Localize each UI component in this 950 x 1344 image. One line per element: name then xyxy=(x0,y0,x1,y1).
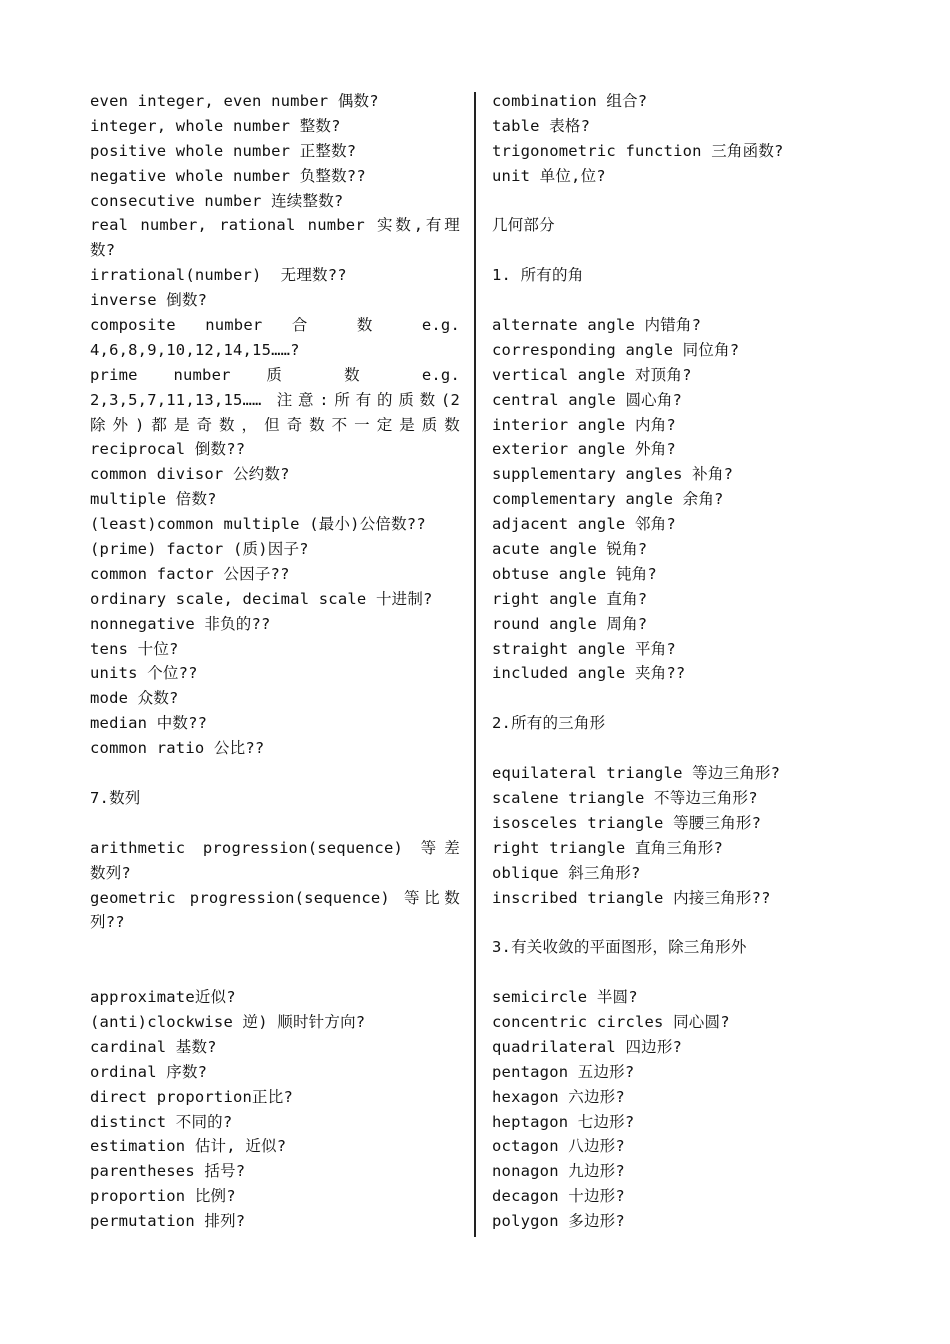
text-line: quadrilateral 四边形? xyxy=(492,1037,683,1056)
text-line: corresponding angle 同位角? xyxy=(492,340,740,359)
text-line: 3.有关收敛的平面图形，除三角形外 xyxy=(492,938,747,957)
text-line: decagon 十边形? xyxy=(492,1187,625,1206)
text-line: vertical angle 对顶角? xyxy=(492,365,692,384)
text-line: right triangle 直角三角形? xyxy=(492,838,724,857)
text-line: real number, rational number 实数,有理 xyxy=(90,216,460,235)
text-line: exterior angle 外角? xyxy=(492,440,676,459)
blank-line xyxy=(492,686,822,711)
text-line: combination 组合? xyxy=(492,92,648,110)
text-line: obtuse angle 钝角? xyxy=(492,564,657,583)
text-line: even integer, even number 偶数? xyxy=(90,92,379,110)
text-line: supplementary angles 补角? xyxy=(492,465,734,484)
left-column xyxy=(90,89,460,1234)
text-line: integer, whole number 整数? xyxy=(90,116,341,135)
text-line: 1. 所有的角 xyxy=(492,266,584,285)
text-line: polygon 多边形? xyxy=(492,1212,625,1231)
text-line: (least)common multiple (最小)公倍数?? xyxy=(90,515,426,534)
text-line: arithmetic progression(sequence) 等差 xyxy=(90,838,460,857)
text-line: 除外)都是奇数，但奇数不一定是质数 xyxy=(90,415,460,434)
text-line: oblique 斜三角形? xyxy=(492,863,641,882)
text-line: hexagon 六边形? xyxy=(492,1087,625,1106)
blank-line xyxy=(90,960,460,985)
blank-line xyxy=(492,960,822,985)
text-line: ordinary scale, decimal scale 十进制? xyxy=(90,589,433,608)
text-line: 数? xyxy=(90,241,116,260)
text-line: semicircle 半圆? xyxy=(492,988,638,1007)
text-line: consecutive number 连续整数? xyxy=(90,191,344,210)
text-line: 2,3,5,7,11,13,15…… 注意:所有的质数(2 xyxy=(90,390,460,409)
text-line: distinct 不同的? xyxy=(90,1112,233,1131)
text-line: reciprocal 倒数?? xyxy=(90,440,246,459)
text-line: table 表格? xyxy=(492,116,591,135)
text-line: geometric progression(sequence) 等比数 xyxy=(90,888,460,907)
text-line: central angle 圆心角? xyxy=(492,390,683,409)
text-line: included angle 夹角?? xyxy=(492,664,686,683)
text-line: estimation 估计, 近似? xyxy=(90,1137,287,1156)
text-line: median 中数?? xyxy=(90,714,208,733)
text-line: parentheses 括号? xyxy=(90,1162,246,1181)
text-line: common ratio 公比?? xyxy=(90,739,265,758)
text-line: mode 众数? xyxy=(90,689,179,708)
text-line: tens 十位? xyxy=(90,639,179,658)
text-line: proportion 比例? xyxy=(90,1187,236,1206)
text-line: positive whole number 正整数? xyxy=(90,141,357,160)
text-line: direct proportion正比? xyxy=(90,1087,293,1106)
text-line: octagon 八边形? xyxy=(492,1137,625,1156)
text-line: units 个位?? xyxy=(90,664,198,683)
text-line: negative whole number 负整数?? xyxy=(90,166,366,185)
text-line: prime number 质 数 e.g. xyxy=(90,365,460,384)
text-line: nonnegative 非负的?? xyxy=(90,614,271,633)
text-line: common factor 公因子?? xyxy=(90,564,290,583)
text-line: heptagon 七边形? xyxy=(492,1112,635,1131)
text-line: (prime) factor (质)因子? xyxy=(90,540,309,559)
blank-line xyxy=(492,189,822,214)
text-line: approximate近似? xyxy=(90,988,236,1007)
text-line: (anti)clockwise 逆) 顺时针方向? xyxy=(90,1012,366,1031)
text-line: common divisor 公约数? xyxy=(90,465,290,484)
text-line: acute angle 锐角? xyxy=(492,540,648,559)
text-line: alternate angle 内错角? xyxy=(492,316,702,335)
blank-line xyxy=(492,288,822,313)
text-line: right angle 直角? xyxy=(492,589,648,608)
text-line: 7.数列 xyxy=(90,788,141,807)
text-line: inverse 倒数? xyxy=(90,291,208,310)
text-line: trigonometric function 三角函数? xyxy=(492,141,784,160)
text-line: 2.所有的三角形 xyxy=(492,714,606,733)
text-line: irrational(number) 无理数?? xyxy=(90,266,347,285)
text-line: equilateral triangle 等边三角形? xyxy=(492,764,781,783)
right-column xyxy=(492,89,822,1234)
text-line: multiple 倍数? xyxy=(90,490,217,509)
text-line: 4,6,8,9,10,12,14,15……? xyxy=(90,340,300,359)
text-line: complementary angle 余角? xyxy=(492,490,724,509)
text-line: 数列? xyxy=(90,863,131,882)
text-line: composite number 合 数 e.g. xyxy=(90,316,460,335)
text-line: adjacent angle 邻角? xyxy=(492,515,676,534)
blank-line xyxy=(90,761,460,786)
column-divider xyxy=(474,92,476,1237)
text-line: nonagon 九边形? xyxy=(492,1162,625,1181)
text-line: straight angle 平角? xyxy=(492,639,676,658)
text-line: pentagon 五边形? xyxy=(492,1062,635,1081)
blank-line xyxy=(492,238,822,263)
text-line: cardinal 基数? xyxy=(90,1037,217,1056)
text-line: permutation 排列? xyxy=(90,1212,246,1231)
text-line: isosceles triangle 等腰三角形? xyxy=(492,813,762,832)
blank-line xyxy=(90,811,460,836)
text-line: interior angle 内角? xyxy=(492,415,676,434)
text-line: concentric circles 同心圆? xyxy=(492,1012,730,1031)
text-line: 列?? xyxy=(90,913,125,932)
text-line: 几何部分 xyxy=(492,216,555,235)
blank-line xyxy=(492,910,822,935)
text-line: ordinal 序数? xyxy=(90,1062,208,1081)
blank-line xyxy=(492,736,822,761)
text-line: inscribed triangle 内接三角形?? xyxy=(492,888,771,907)
blank-line xyxy=(90,935,460,960)
text-line: unit 单位,位? xyxy=(492,166,606,185)
text-line: round angle 周角? xyxy=(492,614,648,633)
text-line: scalene triangle 不等边三角形? xyxy=(492,788,758,807)
